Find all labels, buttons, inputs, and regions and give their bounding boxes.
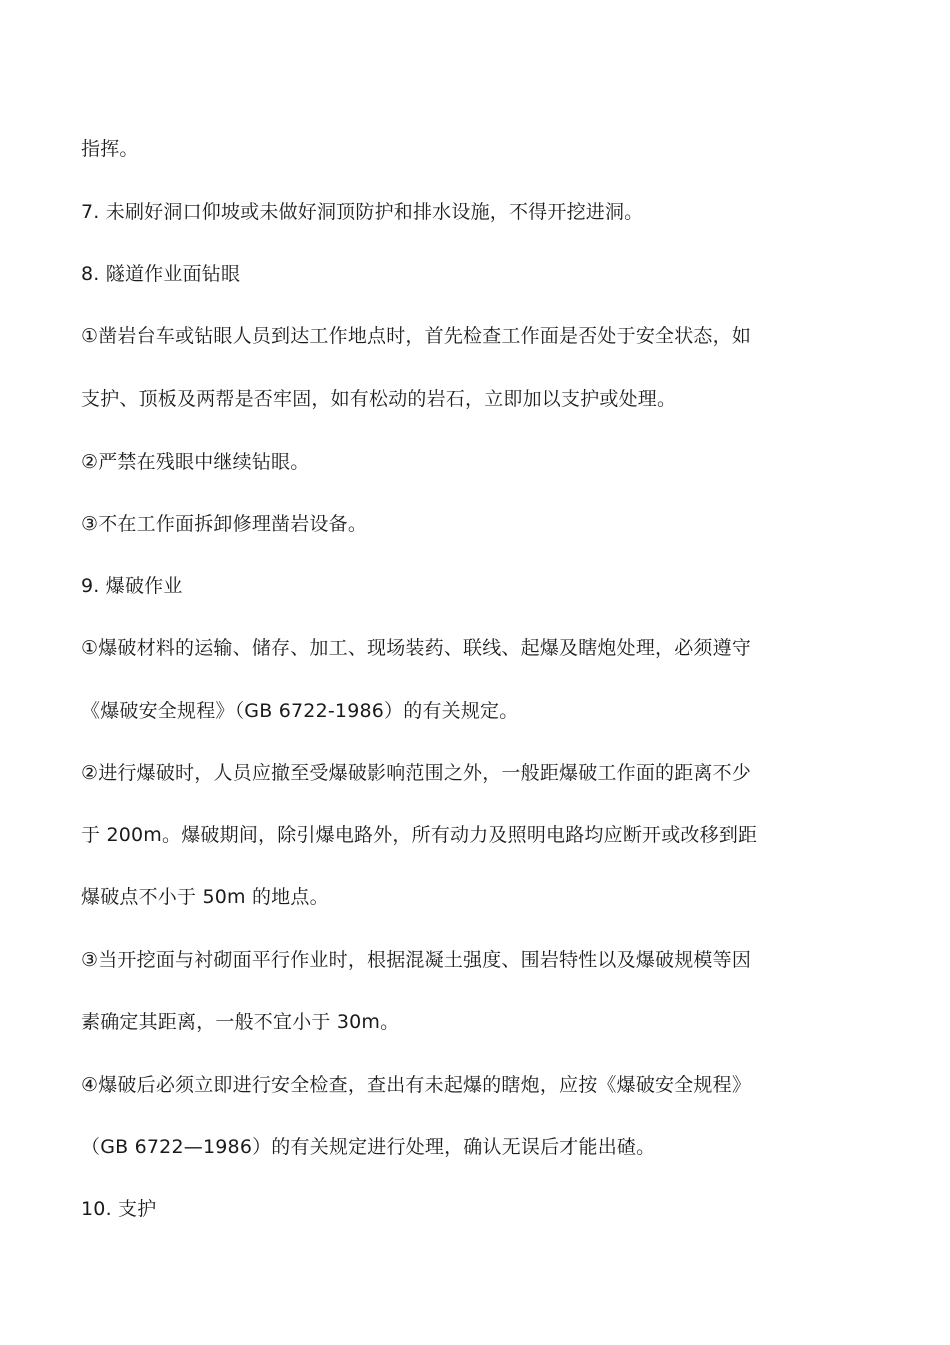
text-line: 指挥。 [81,138,139,160]
text-line: 于 200m。爆破期间，除引爆电路外，所有动力及照明电路均应断开或改移到距 [81,824,758,846]
text-line: ③当开挖面与衬砌面平行作业时，根据混凝土强度、围岩特性以及爆破规模等因 [81,949,752,971]
text-line: 7. 未刷好洞口仰坡或未做好洞顶防护和排水设施，不得开挖进洞。 [81,201,644,223]
text-line: ①爆破材料的运输、储存、加工、现场装药、联线、起爆及瞎炮处理，必须遵守 [81,637,752,659]
text-line: ④爆破后必须立即进行安全检查，查出有未起爆的瞎炮，应按《爆破安全规程》 [81,1074,752,1096]
text-line: 素确定其距离，一般不宜小于 30m。 [81,1011,400,1033]
text-line: ②严禁在残眼中继续钻眼。 [81,451,310,473]
text-line: （GB 6722—1986）的有关规定进行处理，确认无误后才能出碴。 [81,1136,656,1158]
section-heading: 10. 支护 [81,1198,157,1220]
section-heading: 8. 隧道作业面钻眼 [81,263,241,285]
text-line: ③不在工作面拆卸修理凿岩设备。 [81,513,368,535]
text-line: 《爆破安全规程》（GB 6722-1986）的有关规定。 [81,700,519,722]
section-heading: 9. 爆破作业 [81,575,183,597]
text-line: 支护、顶板及两帮是否牢固，如有松动的岩石，立即加以支护或处理。 [81,388,677,410]
text-line: ②进行爆破时，人员应撤至受爆破影响范围之外，一般距爆破工作面的距离不少 [81,762,752,784]
text-line: ①凿岩台车或钻眼人员到达工作地点时，首先检查工作面是否处于安全状态，如 [81,325,752,347]
text-line: 爆破点不小于 50m 的地点。 [81,886,329,908]
